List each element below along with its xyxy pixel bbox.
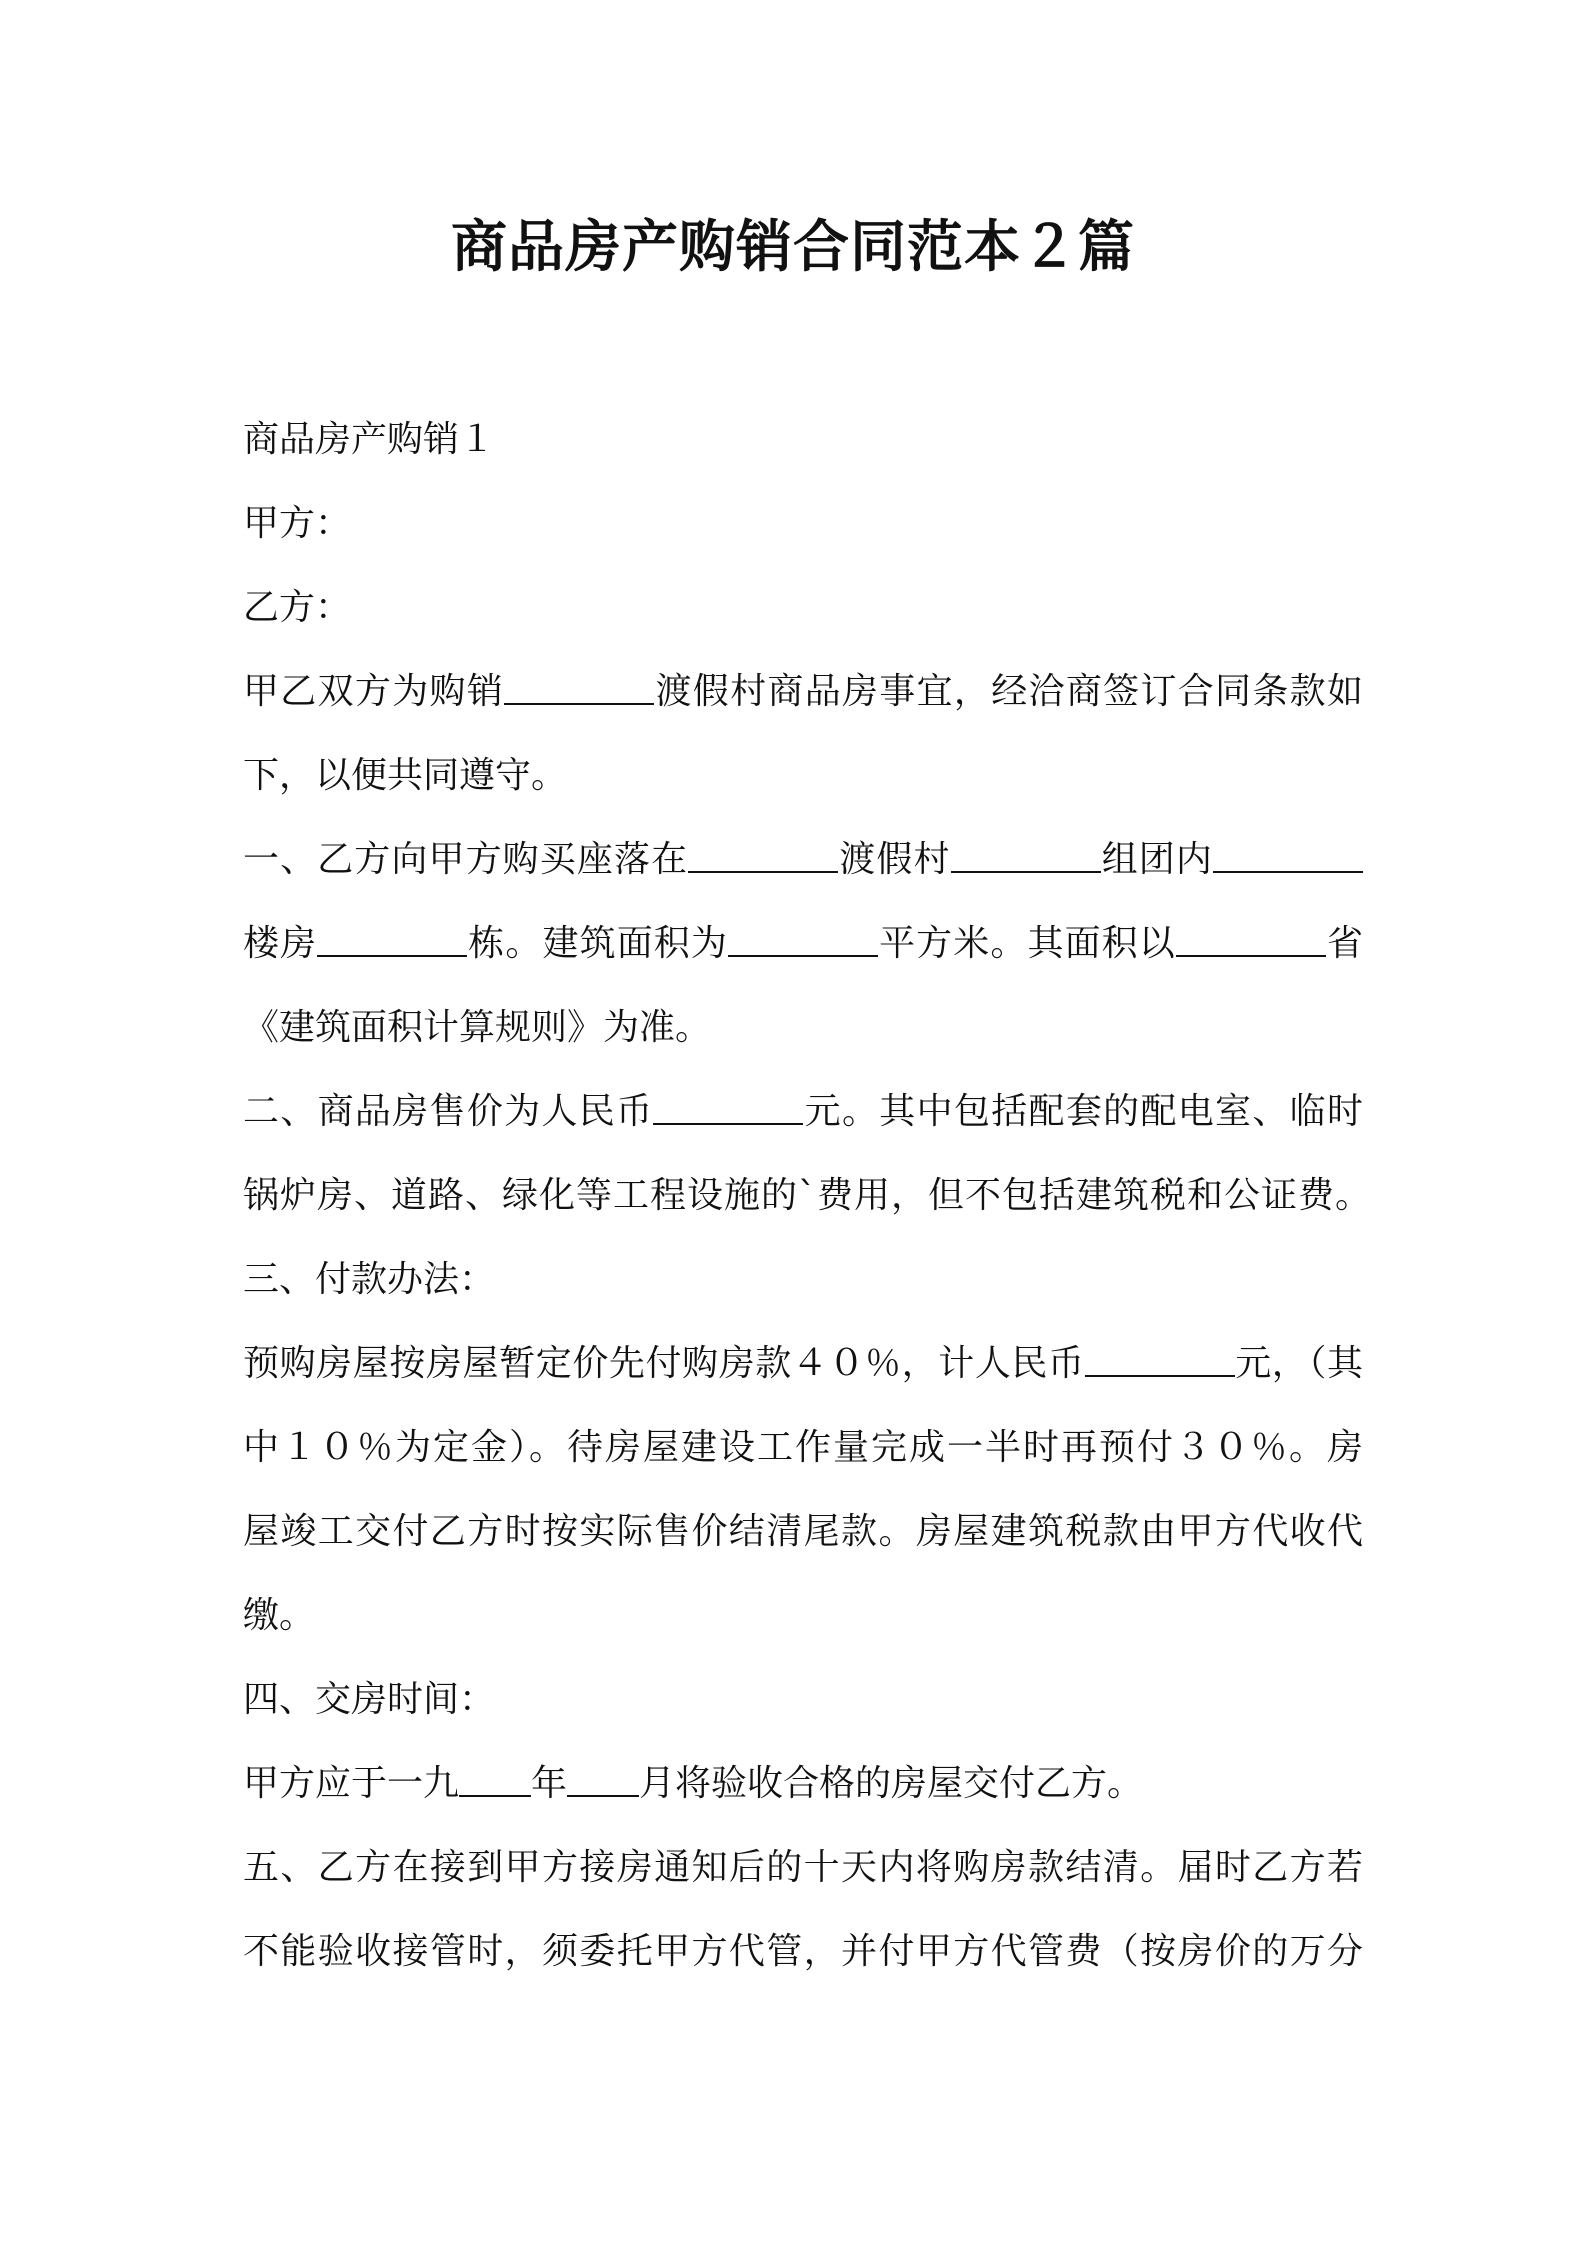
section-2-line-1: 二、商品房售价为人民币 元。其中包括配套的配电室、临时: [243, 1091, 1363, 1132]
section-5-line-1: 五、乙方在接到甲方接房通知后的十天内将购房款结清。届时乙方若: [243, 1847, 1363, 1888]
section-1-line-3: 《建筑面积计算规则》为准。: [243, 1007, 712, 1048]
document-title: 商品房产购销合同范本２篇: [451, 215, 1135, 280]
section-5-line-2: 不能验收接管时，须委托甲方代管，并付甲方代管费（按房价的万分: [243, 1931, 1363, 1972]
section-4-line-1: 甲方应于一九 年 月将验收合格的房屋交付乙方。: [243, 1763, 1144, 1804]
section-3-line-1: 预购房屋按房屋暂定价先付购房款４０％，计人民币 元，（其: [243, 1343, 1363, 1384]
intro-line-2: 下，以便共同遵守。: [243, 755, 568, 796]
section-1-line-1: 一、乙方向甲方购买座落在 渡假村 组团内: [243, 818, 1363, 902]
blank-field: [688, 841, 838, 873]
blank-field: [951, 841, 1101, 873]
blank-field: [1085, 1345, 1235, 1377]
blank-field: [1176, 925, 1326, 957]
section-2-line-2: 锅炉房、道路、绿化等工程设施的`费用，但不包括建筑税和公证费。: [243, 1175, 1371, 1216]
party-a-label: 甲方：: [243, 503, 352, 544]
section-3-line-2: 中１０％为定金）。待房屋建设工作量完成一半时再预付３０％。房: [243, 1427, 1363, 1468]
blank-field: [728, 925, 878, 957]
party-b-label: 乙方：: [243, 587, 352, 628]
section-3-line-3: 屋竣工交付乙方时按实际售价结清尾款。房屋建筑税款由甲方代收代: [243, 1511, 1363, 1552]
blank-field: [459, 1765, 531, 1797]
blank-field: [504, 673, 654, 705]
section-3-heading: 三、付款办法：: [243, 1259, 496, 1300]
blank-field: [317, 925, 467, 957]
document-body: [243, 398, 1371, 1994]
blank-field: [567, 1765, 639, 1797]
intro-line-1: 甲乙双方为购销 渡假村商品房事宜，经洽商签订合同条款如: [243, 671, 1363, 712]
blank-field: [1213, 841, 1363, 873]
section-4-heading: 四、交房时间：: [243, 1679, 496, 1720]
blank-field: [653, 1093, 803, 1125]
section-3-line-4: 缴。: [243, 1595, 316, 1636]
section-1-line-2: 楼房 栋。建筑面积为 平方米。其面积以 省: [243, 923, 1363, 964]
contract-heading: 商品房产购销１: [243, 419, 496, 460]
